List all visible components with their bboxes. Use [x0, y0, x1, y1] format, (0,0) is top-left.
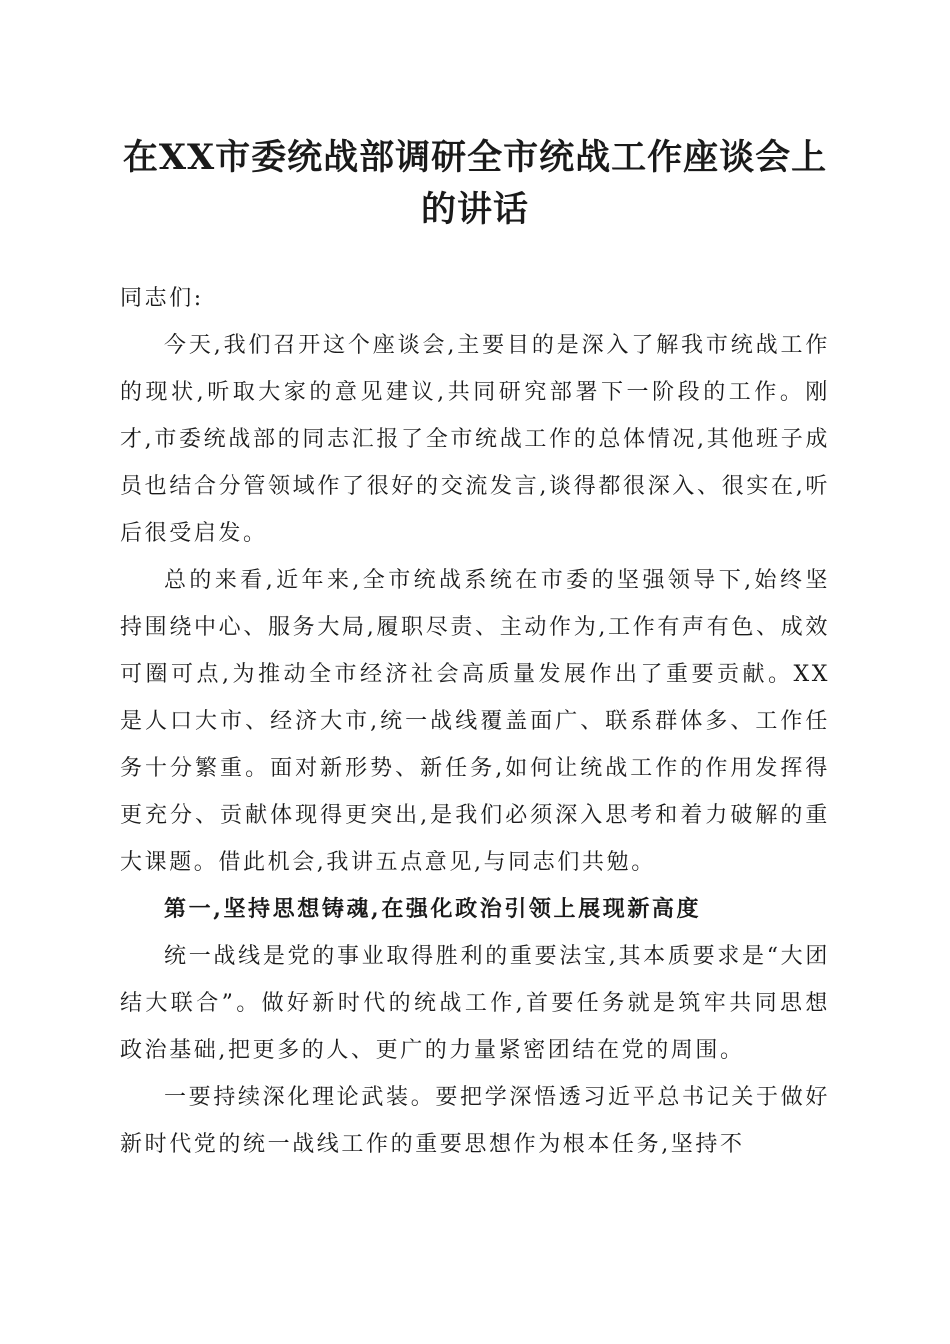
title-line-1: 在XX市委统战部调研全市统战工作座谈会上: [122, 137, 828, 178]
paragraph-overview: 总的来看,近年来,全市统战系统在市委的坚强领导下,始终坚持围绕中心、服务大局,履职尽责、主动作为,工作有声有色、成效可圈可点,为推动全市经济社会高质量发展作出了重要贡献。XX是人口大市、经济大市,统一战线覆盖面广、联系群体多、工作任务十分繁重。面对新形势、新任务,如何让统战工作的作用发挥得更充分、贡献体现得更突出,是我们必须深入思考和着力破解的重大课题。借此机会,我讲五点意见,与同志们共勉。: [120, 568, 830, 875]
document-body: [120, 275, 830, 1168]
document-title: [110, 132, 840, 236]
paragraph-section-point: 一要持续深化理论武装。要把学深悟透习近平总书记关于做好新时代党的统一战线工作的重要思想作为根本任务,坚持不: [120, 1085, 830, 1157]
title-line-2: 的讲话: [420, 189, 529, 230]
paragraph-section-intro: 统一战线是党的事业取得胜利的重要法宝,其本质要求是“大团结大联合”。做好新时代的统战工作,首要任务就是筑牢共同思想政治基础,把更多的人、更广的力量紧密团结在党的周围。: [120, 944, 830, 1063]
salutation: 同志们:: [120, 286, 204, 311]
paragraph-opening: 今天,我们召开这个座谈会,主要目的是深入了解我市统战工作的现状,听取大家的意见建议,共同研究部署下一阶段的工作。刚才,市委统战部的同志汇报了全市统战工作的总体情况,其他班子成员也结合分管领域作了很好的交流发言,谈得都很深入、很实在,听后很受启发。: [120, 333, 830, 546]
section-heading: 第一,坚持思想铸魂,在强化政治引领上展现新高度: [164, 896, 702, 922]
